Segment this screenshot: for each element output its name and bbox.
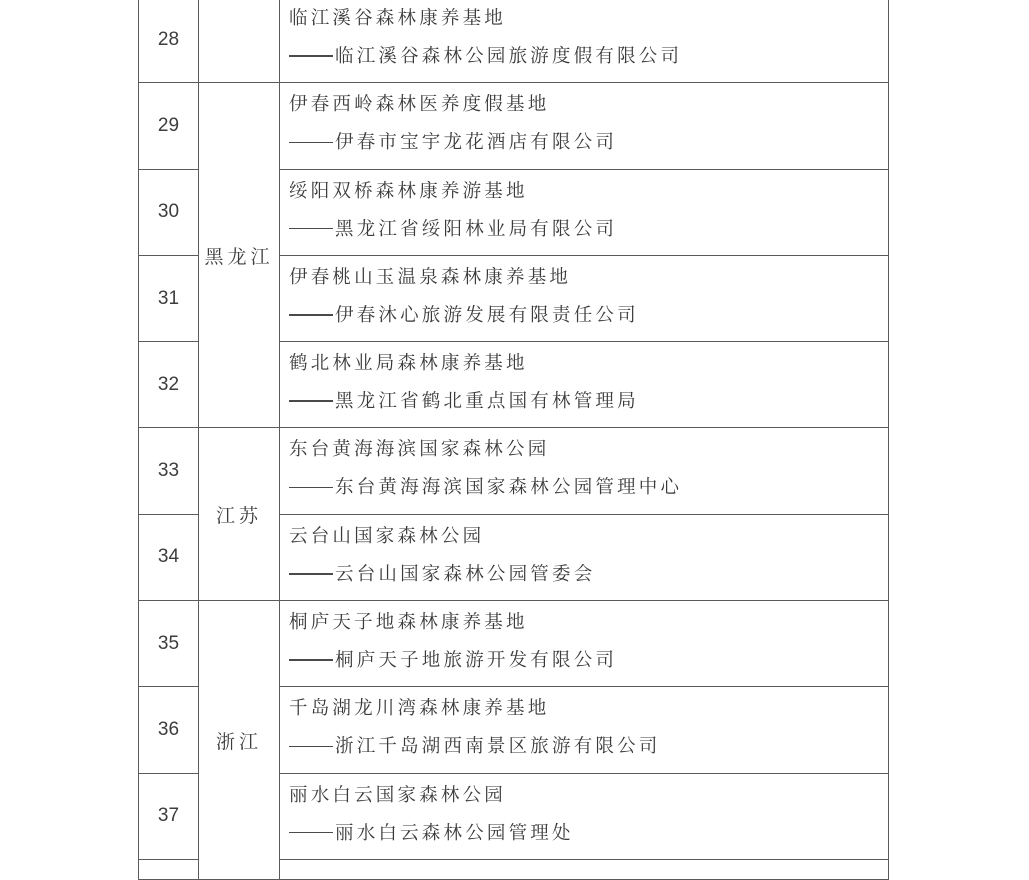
site-name: 临江溪谷森林康养基地 — [289, 8, 507, 29]
operator-line — [289, 390, 888, 414]
operator-name: 桐庐天子地旅游开发有限公司 — [335, 650, 618, 672]
site-name: 伊春桃山玉温泉森林康养基地 — [289, 266, 572, 288]
operator-line — [289, 735, 888, 759]
site-cell — [280, 514, 889, 600]
table-row — [139, 0, 889, 83]
site-cell — [280, 169, 889, 255]
row-number: 33 — [139, 428, 199, 514]
site-cell — [280, 601, 889, 687]
site-cell — [280, 773, 889, 859]
operator-line — [289, 649, 888, 673]
row-number: 36 — [139, 687, 199, 773]
site-name: 伊春西岭森林医养度假基地 — [289, 94, 550, 116]
site-name: 桐庐天子地森林康养基地 — [289, 612, 528, 634]
operator-name: 云台山国家森林公园管委会 — [335, 563, 596, 585]
operator-line — [289, 45, 888, 69]
site-cell — [280, 342, 889, 428]
table-row — [139, 428, 889, 514]
site-cell — [280, 255, 889, 341]
row-number: 31 — [139, 255, 199, 341]
dash-mark — [289, 228, 333, 230]
site-name: 千岛湖龙川湾森林康养基地 — [289, 698, 550, 720]
operator-name: 黑龙江省鹤北重点国有林管理局 — [335, 391, 639, 413]
operator-line — [289, 563, 888, 587]
province-cell-empty — [199, 0, 280, 83]
dash-mark — [289, 55, 333, 57]
site-cell — [280, 0, 889, 83]
row-number-empty — [139, 859, 199, 879]
row-number: 30 — [139, 169, 199, 255]
site-cell — [280, 428, 889, 514]
dash-mark — [289, 314, 333, 316]
site-cell — [280, 83, 889, 169]
site-cell-empty — [280, 859, 889, 879]
operator-name: 伊春沐心旅游发展有限责任公司 — [335, 304, 639, 326]
dash-mark — [289, 746, 333, 748]
row-number: 28 — [139, 0, 199, 83]
province-cell: 浙江 — [199, 601, 280, 880]
site-name: 丽水白云国家森林公园 — [289, 784, 507, 806]
province-cell: 江苏 — [199, 428, 280, 601]
site-name: 东台黄海海滨国家森林公园 — [289, 439, 550, 461]
table-row — [139, 83, 889, 169]
site-name: 绥阳双桥森林康养游基地 — [289, 180, 528, 202]
operator-line — [289, 131, 888, 155]
dash-mark — [289, 487, 333, 489]
dash-mark — [289, 400, 333, 402]
operator-name: 黑龙江省绥阳林业局有限公司 — [335, 218, 618, 240]
site-name: 鹤北林业局森林康养基地 — [289, 353, 528, 375]
operator-line — [289, 476, 888, 500]
operator-name: 东台黄海海滨国家森林公园管理中心 — [335, 477, 683, 499]
row-number: 35 — [139, 601, 199, 687]
operator-name: 丽水白云森林公园管理处 — [335, 822, 574, 844]
forest-wellness-base-table — [138, 0, 889, 880]
operator-name: 伊春市宝宇龙花酒店有限公司 — [335, 132, 618, 154]
row-number: 34 — [139, 514, 199, 600]
dash-mark — [289, 659, 333, 661]
dash-mark — [289, 573, 333, 575]
site-cell — [280, 687, 889, 773]
operator-name: 浙江千岛湖西南景区旅游有限公司 — [335, 736, 661, 758]
operator-line — [289, 304, 888, 328]
row-number: 37 — [139, 773, 199, 859]
operator-name: 临江溪谷森林公园旅游度假有限公司 — [335, 46, 683, 67]
site-name: 云台山国家森林公园 — [289, 525, 485, 547]
operator-line — [289, 822, 888, 846]
table-row — [139, 601, 889, 687]
row-number: 29 — [139, 83, 199, 169]
province-cell: 黑龙江 — [199, 83, 280, 428]
dash-mark — [289, 832, 333, 834]
dash-mark — [289, 142, 333, 144]
row-number: 32 — [139, 342, 199, 428]
operator-line — [289, 218, 888, 242]
